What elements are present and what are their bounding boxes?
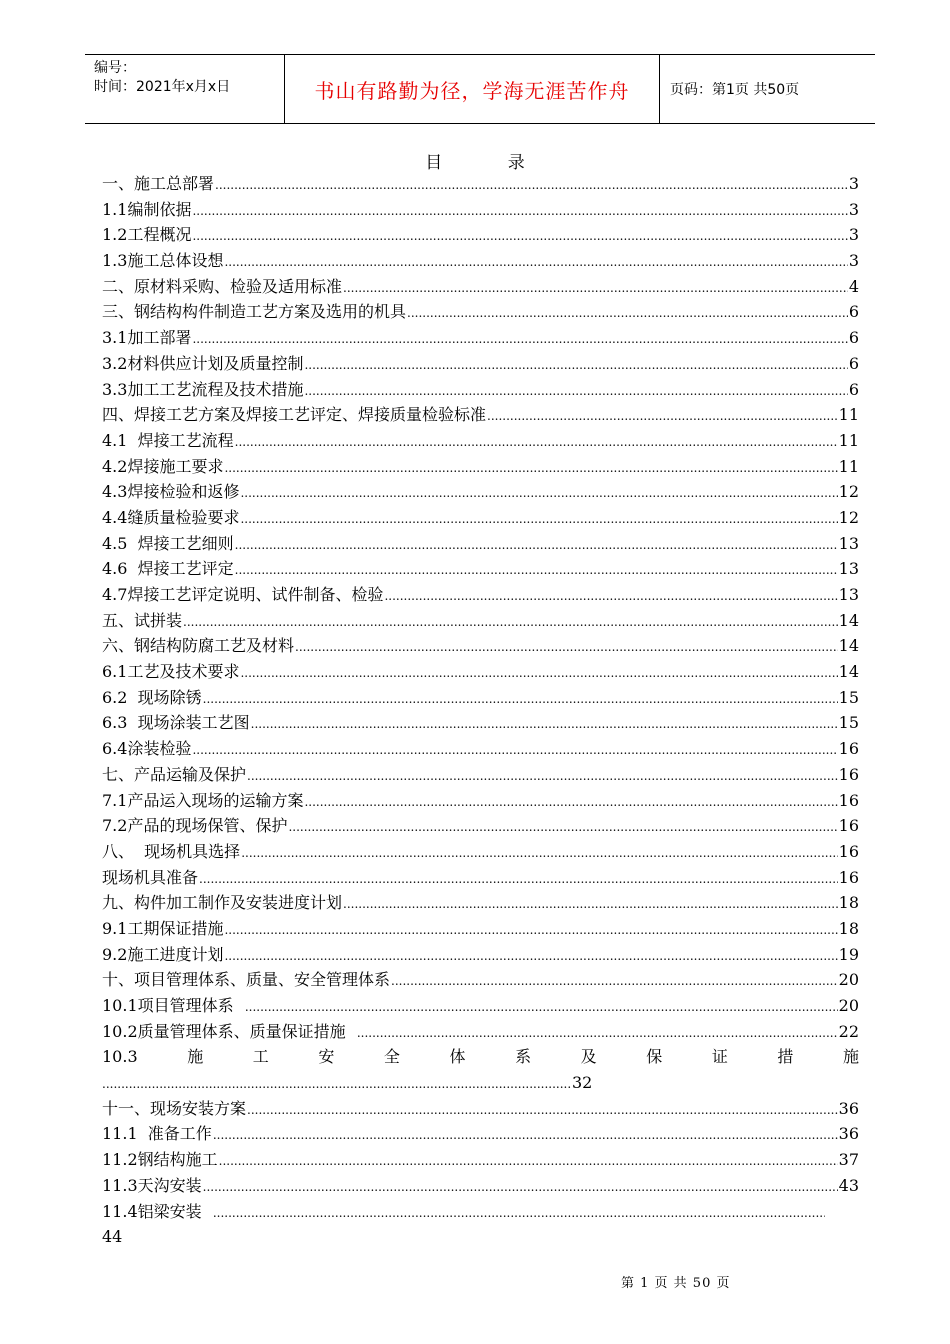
toc-entry-title: 4.5 焊接工艺细则	[102, 533, 234, 553]
toc-leader	[357, 1019, 838, 1047]
toc-entry[interactable]	[102, 608, 859, 634]
header-motto: 书山有路勤为径，学海无涯苦作舟	[285, 55, 660, 123]
toc-entry-title: 一、施工总部署	[102, 174, 215, 193]
toc-leader	[487, 402, 838, 430]
toc-page-number: 16	[838, 816, 859, 836]
toc-entry[interactable]	[102, 916, 859, 942]
toc-entry-title: 3.1加工部署	[102, 328, 192, 348]
toc-entry[interactable]	[102, 582, 859, 608]
toc-page-number: 16	[838, 764, 859, 784]
toc-page-number: 14	[838, 636, 859, 656]
toc-entry[interactable]	[102, 299, 859, 325]
toc-entry[interactable]	[102, 377, 859, 403]
toc-leader	[213, 1199, 825, 1227]
toc-leader	[407, 299, 848, 327]
toc-page-number: 12	[838, 507, 859, 527]
toc-leader	[304, 788, 837, 816]
toc-leader	[203, 685, 838, 713]
toc-page-number: 18	[838, 893, 859, 913]
toc-leader	[391, 967, 838, 995]
toc-entry-title: 7.2产品的现场保管、保护	[102, 816, 288, 836]
toc-entry-title: 三、钢结构构件制造工艺方案及选用的机具	[102, 302, 407, 322]
toc-page-number: 11	[838, 456, 859, 476]
toc-page-number: 36	[838, 1098, 859, 1118]
toc-entry-title: 11.2钢结构施工	[102, 1150, 218, 1170]
toc-entry[interactable]	[102, 942, 859, 968]
toc-leader	[192, 197, 847, 225]
toc-leader	[219, 1147, 838, 1175]
toc-entry-title: 9.2施工进度计划	[102, 944, 224, 964]
toc-entry[interactable]	[102, 1173, 859, 1199]
toc-leader	[199, 865, 838, 893]
toc-entry-title: 1.1编制依据	[102, 199, 192, 219]
toc-entry-title: 七、产品运输及保护	[102, 764, 247, 784]
toc-entry-title-char: 10.3	[102, 1047, 138, 1067]
toc-entry-title: 现场机具准备	[102, 867, 199, 887]
toc-leader	[304, 377, 847, 405]
toc-entry-title-char: 全	[383, 1047, 400, 1067]
toc-leader	[224, 248, 847, 276]
toc-entry[interactable]	[102, 402, 859, 428]
toc-page-number: 20	[838, 996, 859, 1015]
toc-leader	[241, 839, 837, 867]
toc-page-number: 15	[838, 687, 859, 707]
toc-page-number: 3	[848, 174, 859, 193]
toc-leader	[235, 531, 838, 559]
toc-page-number: 3	[848, 225, 859, 245]
toc-leader	[240, 505, 837, 533]
toc-page-number: 12	[838, 482, 859, 502]
toc-leader	[247, 1096, 838, 1124]
toc-entry-title: 八、 现场机具选择	[102, 841, 241, 861]
toc-leader	[183, 608, 838, 636]
toc-entry[interactable]	[102, 274, 859, 300]
toc-entry-title: 9.1工期保证措施	[102, 918, 224, 938]
toc-entry[interactable]	[102, 813, 859, 839]
toc-entry-title-char: 施	[842, 1047, 859, 1067]
toc-entry-10-3[interactable]	[102, 1044, 859, 1070]
toc-page-number: 36	[838, 1124, 859, 1144]
toc-entry[interactable]	[102, 633, 859, 659]
toc-leader	[304, 351, 847, 379]
toc-page-number: 44	[102, 1227, 123, 1247]
toc-leader	[384, 582, 837, 610]
toc-entry-title-char: 施	[187, 1047, 204, 1067]
toc-leader	[295, 633, 838, 661]
toc-entry-title: 4.2焊接施工要求	[102, 456, 224, 476]
toc-entry-title-char: 证	[711, 1047, 728, 1067]
toc-entry-title: 4.6 焊接工艺评定	[102, 559, 234, 579]
header-page-info: 页码：第1页 共50页	[670, 82, 800, 98]
toc-entry[interactable]	[102, 351, 859, 377]
toc-page-number: 14	[838, 662, 859, 682]
toc-entry-title: 六、钢结构防腐工艺及材料	[102, 636, 295, 656]
toc-leader	[343, 274, 848, 302]
toc-page-number: 22	[838, 1021, 859, 1041]
toc-entry-title: 4.3焊接检验和返修	[102, 482, 240, 502]
toc-page-number: 37	[838, 1150, 859, 1170]
toc-page-number: 6	[848, 302, 859, 322]
toc-entry[interactable]	[102, 531, 859, 557]
toc-entry[interactable]	[102, 993, 859, 1019]
toc-leader	[224, 916, 837, 944]
toc-entry-title: 4.1 焊接工艺流程	[102, 430, 234, 450]
toc-page-number: 4	[848, 276, 859, 296]
toc-leader	[192, 222, 847, 250]
toc-leader	[288, 813, 837, 841]
toc-leader	[240, 479, 837, 507]
toc-entry-title-char: 及	[580, 1047, 597, 1067]
toc-entry-title: 十一、现场安装方案	[102, 1098, 247, 1118]
toc-entry-title: 4.7焊接工艺评定说明、试件制备、检验	[102, 585, 384, 604]
toc-leader	[224, 454, 837, 482]
toc-leader	[235, 428, 838, 456]
toc-entry-title: 7.1产品运入现场的运输方案	[102, 790, 304, 810]
toc-entry[interactable]	[102, 222, 859, 248]
toc-entry-title: 10.1项目管理体系	[102, 996, 244, 1015]
page-footer: 第 1 页 共 50 页	[621, 1276, 731, 1291]
toc-entry-title: 3.2材料供应计划及质量控制	[102, 353, 304, 373]
document-date: 时间：2021年x月x日	[94, 79, 231, 95]
toc-leader	[203, 1173, 838, 1201]
toc-entry[interactable]	[102, 197, 859, 223]
toc-entry-title-char: 措	[777, 1047, 794, 1067]
toc-entry-title: 3.3加工工艺流程及技术措施	[102, 379, 304, 399]
toc-entry-title: 四、焊接工艺方案及焊接工艺评定、焊接质量检验标准	[102, 405, 487, 425]
toc-entry[interactable]	[102, 171, 859, 197]
toc-entry[interactable]	[102, 1096, 859, 1122]
toc-entry-title: 11.4铝梁安装	[102, 1201, 212, 1221]
toc-page-number: 13	[838, 585, 859, 604]
toc-entry-10-3-continuation[interactable]	[102, 1070, 859, 1096]
toc-entry[interactable]	[102, 762, 859, 788]
page-header	[85, 54, 875, 124]
toc-entry[interactable]	[102, 736, 859, 762]
toc-entry[interactable]	[102, 865, 859, 891]
toc-entry[interactable]	[102, 1019, 859, 1045]
toc-entry-title: 10.2质量管理体系、质量保证措施	[102, 1021, 356, 1041]
toc-leader	[213, 1121, 838, 1149]
toc-title: 目 录	[425, 153, 555, 173]
toc-entry-title-char: 系	[515, 1047, 532, 1067]
toc-entry-title-char: 工	[252, 1047, 269, 1067]
toc-entry[interactable]	[102, 659, 859, 685]
toc-page-number: 3	[848, 251, 859, 271]
toc-entry-title-char: 安	[318, 1047, 335, 1067]
toc-entry-title: 11.3天沟安装	[102, 1175, 202, 1195]
toc-entry[interactable]	[102, 1147, 859, 1173]
toc-page-number: 18	[838, 918, 859, 938]
toc-entry-title: 6.3 现场涂装工艺图	[102, 713, 250, 733]
toc-leader	[102, 1070, 572, 1096]
toc-entry-title: 二、原材料采购、检验及适用标准	[102, 276, 343, 296]
toc-leader	[215, 171, 848, 199]
toc-page-number: 16	[838, 867, 859, 887]
toc-entry-title-char: 体	[449, 1047, 466, 1067]
toc-entry-title: 1.3施工总体设想	[102, 251, 224, 271]
document-number-label: 编号：	[94, 60, 136, 76]
toc-entry[interactable]	[102, 890, 859, 916]
toc-entry[interactable]	[102, 248, 859, 274]
header-meta	[85, 55, 285, 123]
toc-entry-title: 1.2工程概况	[102, 225, 192, 245]
toc-entry[interactable]	[102, 428, 859, 454]
toc-leader	[224, 942, 837, 970]
toc-page-number: 11	[838, 430, 859, 450]
toc-entry-title: 11.1 准备工作	[102, 1124, 212, 1144]
toc-page-number: 16	[838, 790, 859, 810]
toc-leader	[192, 736, 837, 764]
toc-entry-title: 4.4缝质量检验要求	[102, 507, 240, 527]
toc-page-number: 6	[848, 379, 859, 399]
toc-page-number: 14	[838, 610, 859, 630]
toc-entry-title: 6.2 现场除锈	[102, 687, 202, 707]
toc-page-number: 11	[838, 405, 859, 425]
toc-leader	[251, 710, 838, 738]
toc-leader	[247, 762, 838, 790]
toc-entry-title: 五、试拼装	[102, 610, 183, 630]
toc-page-number: 13	[838, 559, 859, 579]
toc-page-number: 19	[838, 944, 859, 964]
toc-entry[interactable]	[102, 479, 859, 505]
toc-leader	[192, 325, 847, 353]
toc-entry-11-4[interactable]	[102, 1199, 859, 1225]
toc-page-number: 13	[838, 533, 859, 553]
toc-page-number: 32	[572, 1073, 593, 1093]
toc-entry-title: 九、构件加工制作及安装进度计划	[102, 893, 343, 913]
toc-entry[interactable]	[102, 505, 859, 531]
toc-entry[interactable]	[102, 1121, 859, 1147]
toc-entry[interactable]	[102, 556, 859, 582]
toc-entry[interactable]	[102, 967, 859, 993]
toc-leader	[235, 556, 838, 584]
toc-entry-title-char: 保	[646, 1047, 663, 1067]
toc-page-number: 6	[848, 328, 859, 348]
toc-entry-title: 6.1工艺及技术要求	[102, 662, 240, 682]
toc-page-number: 16	[838, 739, 859, 759]
toc-page-number: 15	[838, 713, 859, 733]
toc-entry[interactable]	[102, 839, 859, 865]
toc-entry-title: 6.4涂装检验	[102, 739, 192, 759]
toc-leader	[343, 890, 838, 918]
toc-entry[interactable]	[102, 325, 859, 351]
toc-page-number: 43	[838, 1175, 859, 1195]
toc-entry[interactable]	[102, 454, 859, 480]
toc-entry[interactable]	[102, 710, 859, 736]
toc-entry[interactable]	[102, 685, 859, 711]
toc-page-number: 6	[848, 353, 859, 373]
toc-page-number: 16	[838, 841, 859, 861]
toc-page-number: 3	[848, 199, 859, 219]
toc-leader	[245, 993, 838, 1021]
toc-entry-title: 十、项目管理体系、质量、安全管理体系	[102, 970, 391, 990]
toc-leader	[240, 659, 837, 687]
toc-entry[interactable]	[102, 788, 859, 814]
toc-page-number: 20	[838, 970, 859, 990]
table-of-contents	[102, 171, 859, 1250]
